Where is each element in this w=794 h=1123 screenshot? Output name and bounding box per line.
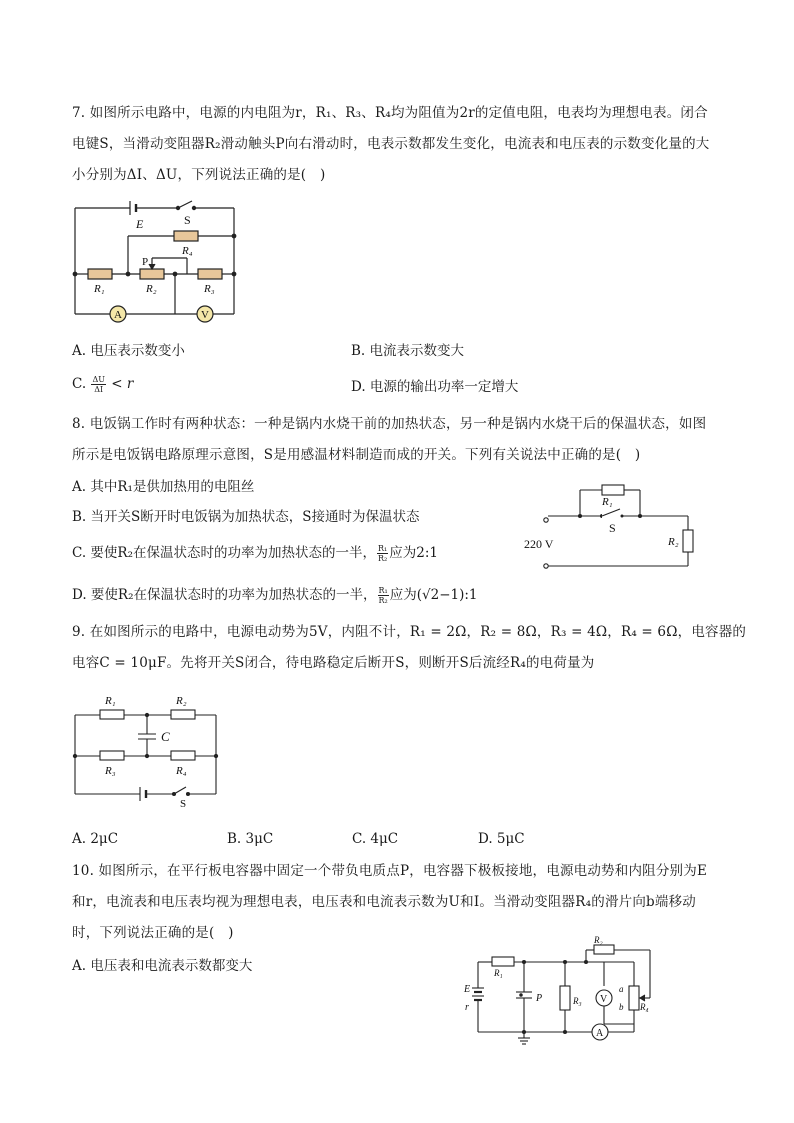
- q7-label-P: P: [142, 256, 149, 268]
- q10-option-a[interactable]: A. 电压表和电流表示数都变大: [72, 958, 253, 974]
- q10-stem-line3: 时，下列说法正确的是( ): [72, 925, 234, 941]
- q8-option-d[interactable]: [72, 585, 478, 605]
- q8-circuit-diagram: [518, 478, 718, 578]
- q7-label-R4: R₄: [182, 245, 193, 257]
- q8-label-R1: R₁: [602, 496, 613, 508]
- q7-label-S: S: [184, 213, 191, 227]
- q7-option-b[interactable]: B. 电流表示数变大: [351, 343, 465, 359]
- q10-label-r: r: [465, 1002, 469, 1013]
- q8-option-c-prefix: C. 要使R₂在保温状态时的功率为加热状态的一半，: [72, 545, 377, 561]
- q8-c-numerator: R₁: [378, 544, 388, 553]
- q8-option-c-fraction: [377, 544, 388, 563]
- q8-d-denominator: R₂: [378, 596, 388, 605]
- q8-option-d-suffix: 应为(√2−1):1: [389, 587, 478, 603]
- q7-option-c-suffix: < r: [111, 376, 134, 392]
- q9-label-R3: R₃: [105, 765, 116, 777]
- q7-option-c-fraction: [91, 375, 106, 394]
- q10-label-P: P: [536, 993, 543, 1004]
- q8-stem-line2: 所示是电饭锅电路原理示意图，S是用感温材料制造而成的开关。下列有关说法中正确的是( ): [72, 447, 641, 463]
- q10-label-R1: R₁: [494, 968, 503, 978]
- q7-stem-line2: 电键S，当滑动变阻器R₂滑动触头P向右滑动时，电表示数都发生变化，电流表和电压表的示数变化量的大: [72, 136, 710, 152]
- q8-label-R2: R₂: [668, 536, 679, 548]
- q9-stem-line2: 电容C = 10μF。先将开关S闭合，待电路稳定后断开S，则断开S后流经R₄的电荷量为: [72, 655, 595, 671]
- q9-option-c[interactable]: C. 4μC: [352, 831, 399, 847]
- q7-label-R2: R₂: [146, 283, 157, 295]
- q10-circuit-diagram: [462, 935, 662, 1054]
- q8-stem-line1: 8. 电饭锅工作时有两种状态：一种是锅内水烧干前的加热状态，另一种是锅内水烧干后的保温状态，如图: [72, 416, 707, 432]
- q10-label-E: E: [464, 984, 471, 995]
- q7-option-a[interactable]: A. 电压表示数变小: [72, 343, 185, 359]
- q9-stem-line1: 9. 在如图所示的电路中，电源电动势为5V，内阻不计，R₁ = 2Ω，R₂ = 8Ω，R₃ = 4Ω，R₄ = 6Ω，电容器的: [72, 624, 747, 640]
- q9-circuit-diagram: [70, 688, 230, 808]
- q9-label-R4: R₄: [176, 765, 187, 777]
- q9-option-a[interactable]: A. 2μC: [72, 831, 119, 847]
- q8-label-voltage: 220 V: [524, 537, 554, 551]
- q10-label-R2: R₂: [594, 935, 603, 945]
- q7-circuit-diagram: [70, 196, 240, 326]
- q10-label-R3: R₃: [573, 996, 582, 1006]
- q9-option-b[interactable]: B. 3μC: [227, 831, 274, 847]
- q10-label-a: a: [619, 984, 624, 994]
- q7-stem-line1: 7. 如图所示电路中，电源的内电阻为r，R₁、R₃、R₄均为阻值为2r的定值电阻，电表均为理想电表。闭合: [72, 105, 708, 121]
- q7-voltmeter-label: V: [201, 309, 209, 321]
- q10-stem-line1: 10. 如图所示，在平行板电容器中固定一个带负电质点P，电容器下极板接地，电源电动势和内阻分别为E: [72, 863, 707, 879]
- q9-label-R1: R₁: [105, 695, 116, 707]
- q8-option-d-prefix: D. 要使R₂在保温状态时的功率为加热状态的一半，: [72, 587, 377, 603]
- q7-label-R1: R₁: [94, 283, 105, 295]
- q8-option-c[interactable]: [72, 543, 438, 563]
- q10-label-b: b: [619, 1002, 624, 1012]
- q7-fraction-numerator: ΔU: [92, 375, 105, 384]
- q10-ammeter-label: A: [596, 1028, 604, 1039]
- q10-stem-line2: 和r，电流表和电压表均视为理想电表，电压表和电流表示数为U和I。当滑动变阻器R₄的滑片向b端移动: [72, 894, 696, 910]
- q7-fraction-denominator: ΔI: [94, 385, 104, 394]
- q7-stem-line3: 小分别为ΔI、ΔU，下列说法正确的是( ): [72, 167, 326, 183]
- q10-voltmeter-label: V: [600, 994, 608, 1005]
- q8-d-numerator: R₁: [378, 586, 388, 595]
- q8-c-denominator: R₂: [378, 554, 388, 563]
- q8-option-b[interactable]: B. 当开关S断开时电饭锅为加热状态，S接通时为保温状态: [72, 509, 420, 525]
- q7-ammeter-label: A: [114, 309, 122, 321]
- q9-label-S: S: [180, 798, 187, 810]
- q10-label-R4: R₄: [640, 1002, 649, 1012]
- q7-label-E: E: [136, 217, 144, 231]
- q9-label-C: C: [161, 729, 170, 744]
- q9-label-R2: R₂: [176, 695, 187, 707]
- q8-option-d-fraction: [378, 586, 389, 605]
- q7-label-R3: R₃: [204, 283, 215, 295]
- q7-option-c[interactable]: [72, 374, 133, 394]
- q8-option-c-suffix: 应为2:1: [389, 545, 438, 561]
- q7-option-c-prefix: C.: [72, 376, 87, 392]
- q8-label-S: S: [609, 521, 616, 535]
- q9-option-d[interactable]: D. 5μC: [478, 831, 525, 847]
- q8-option-a[interactable]: A. 其中R₁是供加热用的电阻丝: [72, 479, 255, 495]
- q7-option-d[interactable]: D. 电源的输出功率一定增大: [351, 379, 519, 395]
